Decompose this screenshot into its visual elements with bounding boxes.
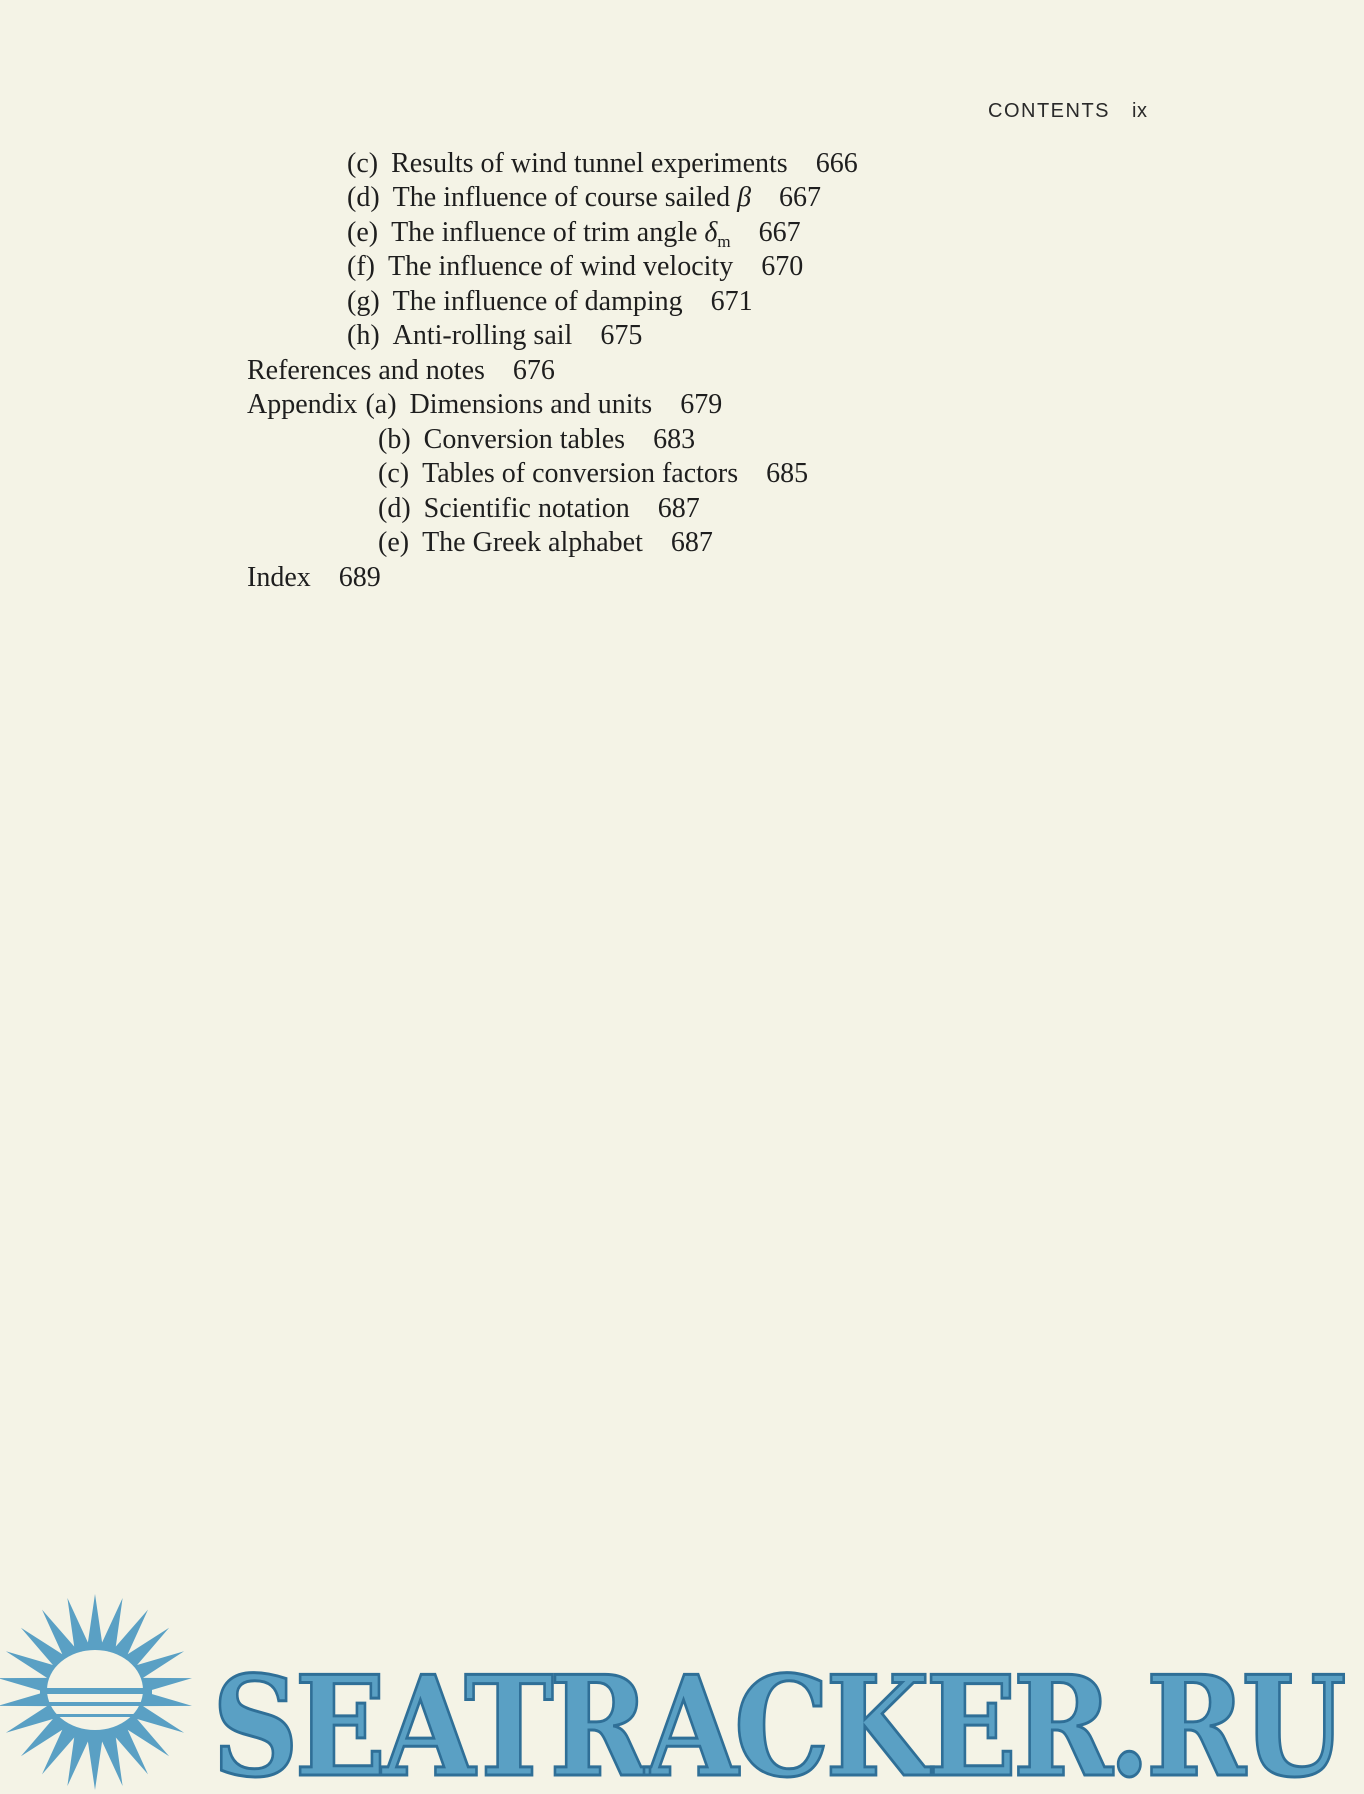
toc-entry bbox=[347, 181, 821, 215]
toc-entry-label: (c) bbox=[378, 458, 410, 489]
sun-burst-icon bbox=[0, 1594, 192, 1790]
toc-entry bbox=[347, 285, 753, 319]
toc-entry-title: Dimensions and units bbox=[409, 389, 653, 420]
toc-entry bbox=[378, 492, 700, 526]
toc-entry-page: 670 bbox=[761, 251, 804, 282]
toc-entry bbox=[247, 561, 381, 595]
toc-entry-page: 667 bbox=[779, 182, 822, 213]
toc-entry-page: 671 bbox=[710, 286, 753, 317]
toc-entry-label: (d) bbox=[378, 493, 411, 524]
toc-entry-label: (h) bbox=[347, 320, 380, 351]
running-header-section: CONTENTS bbox=[988, 100, 1110, 122]
toc-entry-page: 675 bbox=[600, 320, 643, 351]
toc-entry-title: The influence of trim angle bbox=[391, 217, 698, 248]
toc-entry-page: 683 bbox=[653, 424, 696, 455]
toc-entry-label: (d) bbox=[347, 182, 380, 213]
toc-entry-label: (f) bbox=[347, 251, 375, 282]
toc-entry bbox=[378, 526, 713, 560]
toc-entry-title: Scientific notation bbox=[423, 493, 630, 524]
toc-entry-label: (b) bbox=[378, 424, 411, 455]
toc-entry bbox=[378, 457, 808, 491]
toc-entry-page: 687 bbox=[670, 527, 713, 558]
page-number: ix bbox=[1132, 100, 1148, 122]
toc-entry-title: The influence of damping bbox=[392, 286, 683, 317]
toc-entry-title: References and notes bbox=[247, 355, 485, 386]
toc-entry bbox=[247, 354, 555, 388]
toc-entry-title: Index bbox=[247, 562, 311, 593]
toc-entry-label: (e) bbox=[347, 217, 379, 248]
toc-entry-label: (g) bbox=[347, 286, 380, 317]
toc-entry-title: The Greek alphabet bbox=[422, 527, 643, 558]
toc-entry-page: 667 bbox=[758, 217, 801, 248]
toc-entry-page: 679 bbox=[680, 389, 723, 420]
toc-entry-page: 685 bbox=[766, 458, 809, 489]
toc-entry bbox=[247, 388, 722, 422]
toc-entry-subscript: m bbox=[717, 232, 731, 251]
watermark-text: SEATRACKER.RU bbox=[212, 1645, 1345, 1794]
toc-entry-title: The influence of course sailed bbox=[392, 182, 731, 213]
running-header bbox=[988, 100, 1147, 123]
toc-entry-label: (e) bbox=[378, 527, 410, 558]
toc-entry-page: 689 bbox=[338, 562, 381, 593]
toc-entry-label: (c) bbox=[347, 148, 379, 179]
toc-entry bbox=[347, 250, 803, 284]
toc-entry-page: 666 bbox=[815, 148, 858, 179]
toc-entry bbox=[347, 147, 858, 181]
toc-entry-label: (a) bbox=[365, 389, 397, 420]
toc-entry-symbol: δ bbox=[704, 217, 718, 248]
toc-entry bbox=[378, 423, 695, 457]
toc-entry-title: Results of wind tunnel experiments bbox=[391, 148, 788, 179]
toc-entry-title: Conversion tables bbox=[423, 424, 626, 455]
toc-entry-symbol: β bbox=[737, 182, 752, 213]
toc-entry-page: 687 bbox=[657, 493, 700, 524]
toc-entry-prefix: Appendix bbox=[247, 389, 358, 420]
watermark bbox=[0, 1592, 1364, 1794]
toc-entry-title: Tables of conversion factors bbox=[422, 458, 739, 489]
toc-entry bbox=[347, 319, 642, 353]
toc-entry-title: Anti-rolling sail bbox=[392, 320, 573, 351]
toc-entry-page: 676 bbox=[512, 355, 555, 386]
toc-entry-title: The influence of wind velocity bbox=[387, 251, 734, 282]
